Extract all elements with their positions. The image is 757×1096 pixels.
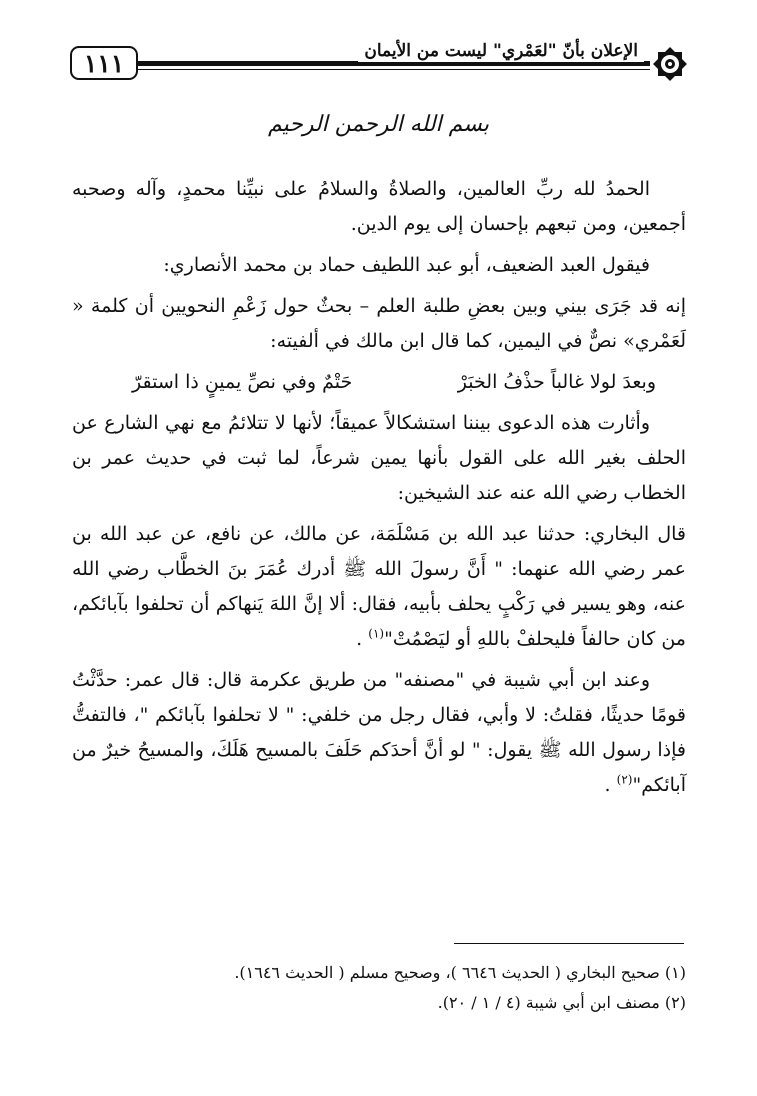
verse-first-hemistich: وبعدَ لولا غالباً حذْفُ الخبَرْ — [457, 371, 656, 393]
header-rule-thin — [138, 69, 650, 70]
main-text — [72, 172, 686, 809]
paragraph-author: فيقول العبد الضعيف، أبو عبد اللطيف حماد بن محمد الأنصاري: — [163, 254, 650, 276]
bukhari-text: قال البخاري: حدثنا عبد الله بن مَسْلَمَة، عن مالك، عن نافع، عن عبد الله بن عمر رضي الله عنهما: " أَنَّ رسولَ الله ﷺ أدرك عُمَرَ بنَ الخطَّاب رضي الله عنه، وهو يسير في رَكْبٍ يحلف بأبيه، فقال: ألا إنَّ اللهَ يَنهاكم أن تحلفوا بآبائكم، من كان حالفاً فليحلفْ باللهِ أو ليَصْمُتْ" — [72, 523, 686, 650]
footnotes — [72, 958, 686, 1018]
basmala: بسم الله الرحمن الرحيم — [267, 112, 490, 137]
paragraph-problem: وأثارت هذه الدعوى بيننا استشكالاً عميقاً؛ لأنها لا تتلائمُ مع نهي الشارع عن الحلف بغير الله على القول بأنها يمين شرعاً، لما ثبت في حديث عمر بن الخطاب رضي الله عنه عند الشيخين: — [72, 412, 686, 504]
paragraph-praise: الحمدُ لله ربِّ العالمين، والصلاةُ والسلامُ على نبيِّنا محمدٍ، وآله وصحبه أجمعين، ومن تبعهم بإحسان إلى يوم الدين. — [72, 178, 686, 235]
verse-second-hemistich: حَتْمٌ وفي نصِّ يمينٍ ذا استقرّ — [132, 371, 353, 393]
page-number: ١١١ — [70, 46, 138, 80]
running-title: الإعلان بأنّ "لعَمْري" ليست من الأيمان — [358, 40, 644, 62]
paragraph-ibn-abi-shayba: وعند ابن أبي شيبة في "مصنفه" من طريق عكرمة قال: قال عمر: حدَّثْتُ قومًا حديثًا، فقلتُ: لا وأبي، فقال رجل من خلفي: " لا تحلفوا بآبائكم "، فالتفتُّ فإذا رسول الله ﷺ يقول: " لو أنَّ أحدَكم حَلَفَ بالمسيح هَلَكَ، والمسيحُ خيرٌ من آبائكم"$^{(٢)}$ . — [72, 669, 686, 796]
footnote-2: (٢) مصنف ابن أبي شيبة (٤ / ١ / ٢٠). — [437, 993, 686, 1012]
paragraph-intro: إنه قد جَرَى بيني وبين بعضِ طلبة العلم – بحثٌ حول زَعْمِ النحويين أن كلمة « لَعَمْري» نصٌّ في اليمين، كما قال ابن مالك في ألفيته: — [72, 295, 686, 352]
running-header — [70, 40, 690, 92]
footnote-ref-2: (٢) — [616, 772, 633, 787]
poetry-verse — [72, 365, 686, 400]
ibn-abi-shayba-text: وعند ابن أبي شيبة في "مصنفه" من طريق عكرمة قال: قال عمر: حدَّثْتُ قومًا حديثًا، فقلتُ: لا وأبي، فقال رجل من خلفي: " لا تحلفوا بآبائكم "، فالتفتُّ فإذا رسول الله ﷺ يقول: " لو أنَّ أحدَكم حَلَفَ بالمسيح هَلَكَ، والمسيحُ خيرٌ من آبائكم" — [72, 669, 686, 796]
paragraph-bukhari: قال البخاري: حدثنا عبد الله بن مَسْلَمَة، عن مالك، عن نافع، عن عبد الله بن عمر رضي الله عنهما: " أَنَّ رسولَ الله ﷺ أدرك عُمَرَ بنَ الخطَّاب رضي الله عنه، وهو يسير في رَكْبٍ يحلف بأبيه، فقال: ألا إنَّ اللهَ يَنهاكم أن تحلفوا بآبائكم، من كان حالفاً فليحلفْ باللهِ أو ليَصْمُتْ"$^{(١)}$ . — [72, 523, 686, 650]
footnote-1: (١) صحيح البخاري ( الحديث ٦٦٤٦ )، وصحيح مسلم ( الحديث ١٦٤٦). — [234, 963, 686, 982]
footnote-separator — [454, 943, 684, 944]
eight-point-star-ornament-icon — [650, 44, 690, 84]
footnote-ref-1: (١) — [368, 626, 385, 641]
